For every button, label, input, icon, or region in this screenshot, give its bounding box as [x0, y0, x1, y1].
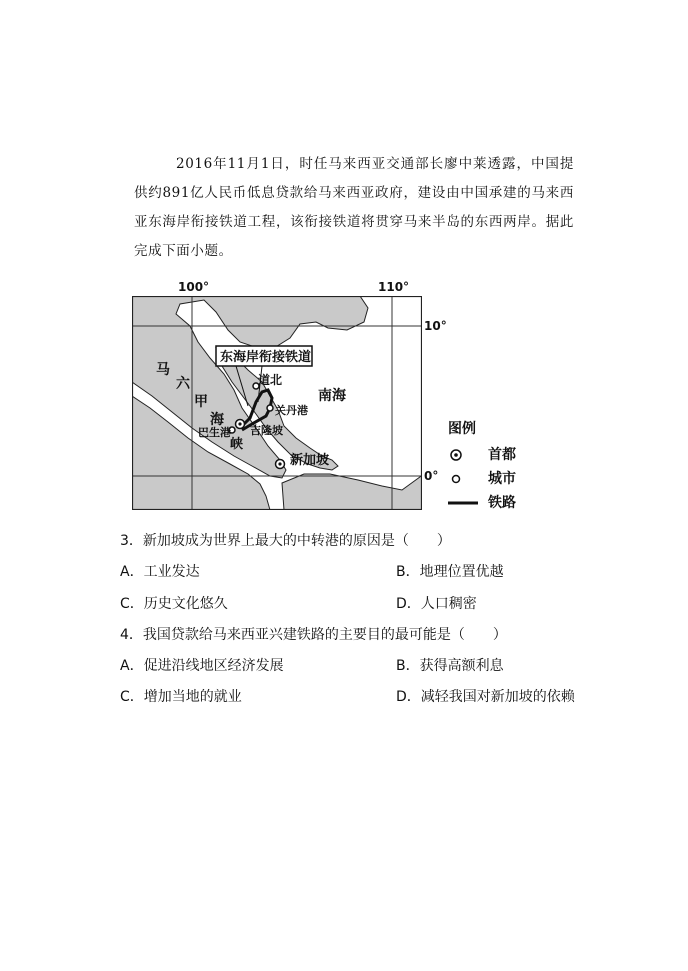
legend-capital-label: 首都 — [488, 447, 516, 463]
question-4-option-a: A．促进沿线地区经济发展 — [120, 658, 284, 674]
question-4-stem: 4．我国贷款给马来西亚兴建铁路的主要目的最可能是（ ） — [120, 627, 507, 643]
strait-char-3: 甲 — [194, 394, 208, 410]
question-3-option-d: D．人口稠密 — [396, 596, 477, 612]
city-daobei-label: 道北 — [258, 373, 283, 387]
city-symbol-icon — [448, 472, 478, 486]
legend-title: 图例 — [448, 421, 476, 437]
capital-symbol-icon — [448, 448, 478, 462]
railway-label: 东海岸衔接铁道 — [220, 350, 312, 365]
lon-label-110: 110° — [378, 280, 410, 294]
question-3-stem: 3．新加坡成为世界上最大的中转港的原因是（ ） — [120, 533, 451, 549]
lon-label-100: 100° — [178, 280, 210, 294]
strait-char-5: 峡 — [230, 437, 244, 452]
lat-label-10: 10° — [424, 319, 447, 333]
legend-railway-label: 铁路 — [488, 495, 516, 511]
railway-symbol-icon — [448, 496, 478, 510]
map-margin-bottom — [132, 510, 524, 514]
question-4-option-c: C．增加当地的就业 — [120, 689, 242, 705]
capital-kl-dot — [238, 422, 241, 425]
question-3-option-a: A．工业发达 — [120, 564, 200, 580]
lat-label-0: 0° — [424, 469, 439, 483]
passage — [134, 150, 574, 266]
capital-singapore-dot — [278, 462, 281, 465]
city-basheng-label: 巴生港 — [198, 426, 231, 439]
strait-char-1: 马 — [156, 362, 170, 378]
legend-city-label: 城市 — [488, 471, 516, 487]
question-3-option-c: C．历史文化悠久 — [120, 596, 228, 612]
strait-char-2: 六 — [176, 376, 190, 392]
strait-char-4: 海 — [210, 412, 224, 428]
city-guandan-label: 关丹港 — [275, 404, 308, 417]
question-4-option-b: B．获得高额利息 — [396, 658, 504, 674]
question-3-option-b: B．地理位置优越 — [396, 564, 504, 580]
city-singapore-label: 新加坡 — [290, 453, 330, 468]
city-guandan-marker — [267, 405, 273, 411]
passage-text: 2016年11月1日，时任马来西亚交通部长廖中莱透露，中国提供约891亿人民币低息贷款给马来西亚政府，建设由中国承建的马来西亚东海岸衔接铁道工程，该衔接铁道将贯穿马来半岛的东西两岸。据此完成下面小题。 — [134, 156, 574, 259]
question-4-option-d: D．减轻我国对新加坡的依赖 — [396, 689, 575, 705]
city-jilongpo-label: 吉隆坡 — [250, 424, 283, 437]
sea-south-label: 南海 — [318, 388, 346, 404]
